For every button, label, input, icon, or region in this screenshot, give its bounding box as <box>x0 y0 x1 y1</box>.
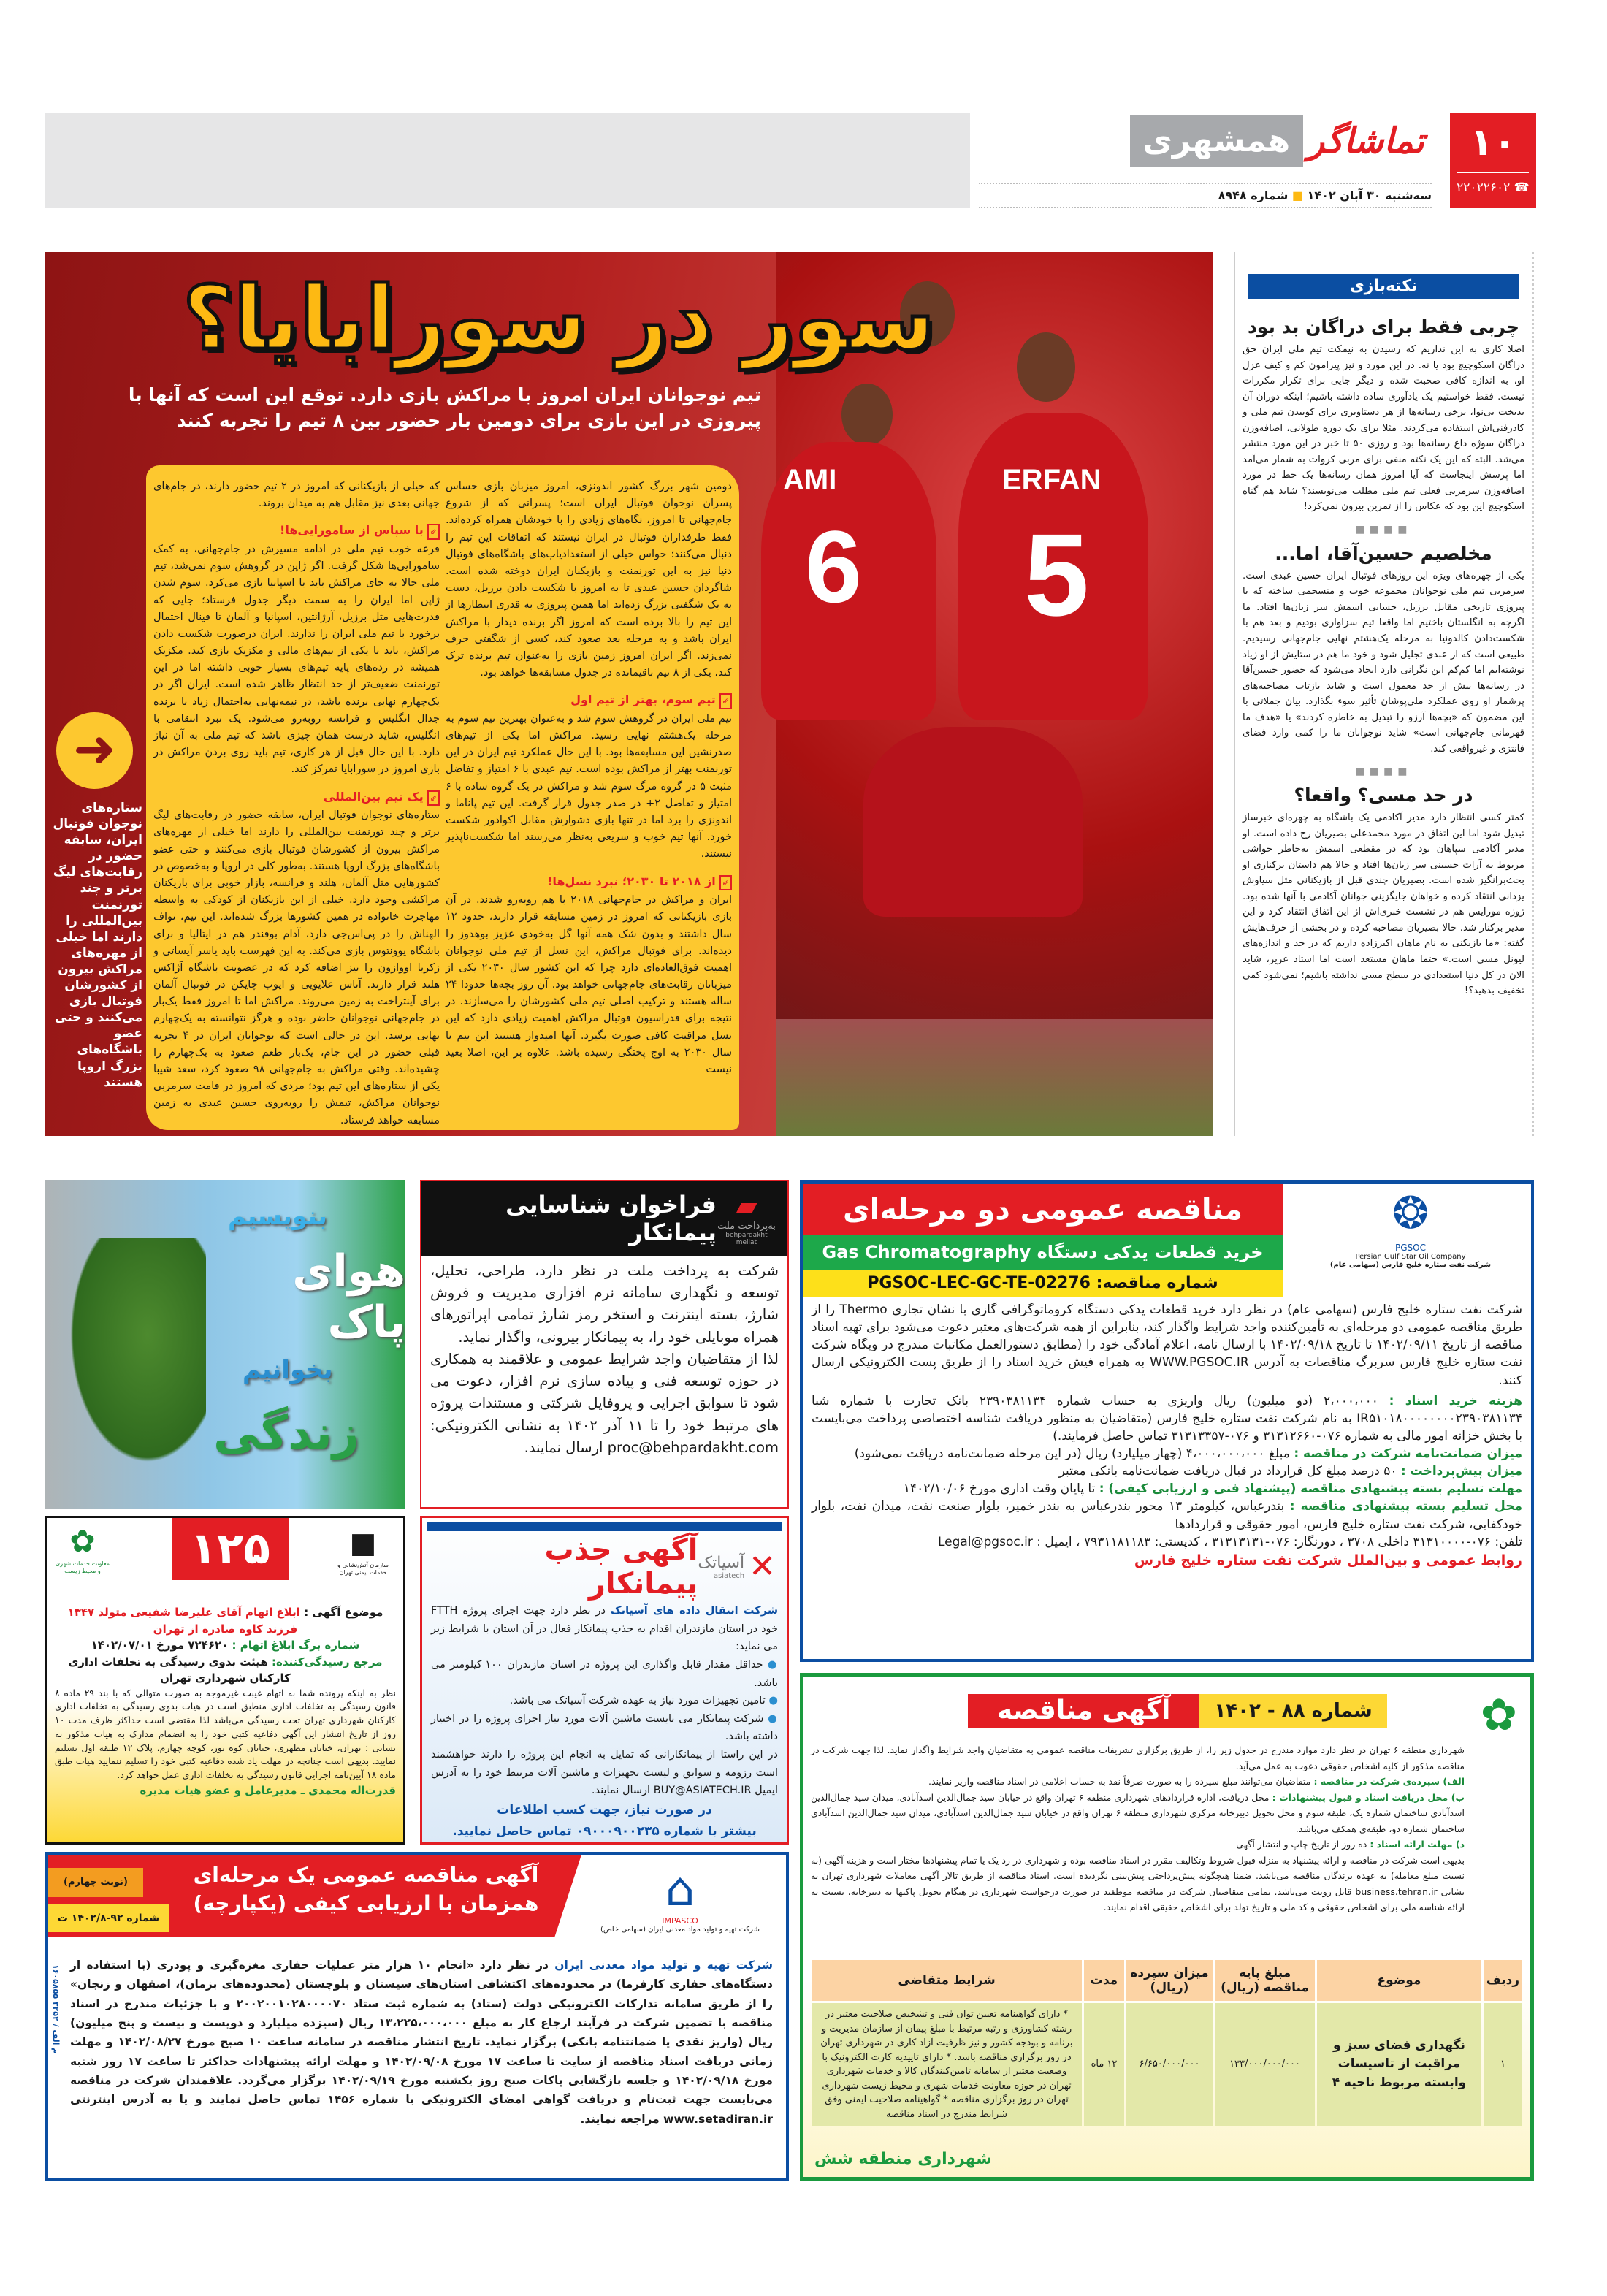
ad-paragraph: شهرداری منطقه ۶ تهران در نظر دارد موارد مندرج در جدول زیر را، از طریق برگزاری تشریفات مناقصه عمومی به متقاضیان واجد شرایط واگذار نماید. لذا جهت شرکت در مناقصه مذکور از کلیه اشخاص حقوقی دعوت به عمل می‌آید. <box>811 1744 1465 1771</box>
bullet-item: ● شرکت پیمانکار می بایست ماشین آلات مورد نیاز اجرای پروژه را در اختیار داشته باشد. <box>431 1712 778 1743</box>
tehran-municipality-logo <box>53 1522 112 1574</box>
asiatech-ad <box>420 1516 789 1845</box>
text: ده روز از تاریخ چاپ و انتشار آگهی <box>1236 1839 1367 1850</box>
logo-text: آسیاتک <box>698 1553 745 1572</box>
table-header: میزان سپرده (ریال) <box>1126 1960 1213 2001</box>
logo-text-en: asiatech <box>713 1571 745 1580</box>
ad-intro <box>431 1602 778 1656</box>
player-head <box>841 384 893 446</box>
logo-text-en: Persian Gulf Star Oil Company <box>1355 1253 1466 1261</box>
newspaper-logo <box>1008 115 1424 167</box>
bullet-item: ● تامین تجهیزات مورد نیاز به عهده شرکت آسیاتک می باشد. <box>509 1695 778 1707</box>
text: تا پایان وقت اداری مورخ ۱۴۰۲/۱۰/۰۶ <box>903 1481 1096 1497</box>
ad-footer: روابط عمومی و بین‌الملل شرکت نفت ستاره خلیج فارس <box>1134 1552 1522 1568</box>
notice-number <box>55 1637 396 1654</box>
logo-text: به‌پرداخت ملت <box>717 1220 776 1232</box>
text: ۵۰ درصد مبلغ کل قرارداد در قبال دریافت ضمانت‌نامه بانکی معتبر <box>1058 1464 1397 1479</box>
paragraph: ایران و مراکش در جام‌جهانی ۲۰۱۸ با هم روبه‌رو شدند. در آن بازی بازیکنانی که امروز در زمین مسابقه قرار دارند، حدود ۱۲ سال داشتند و بدون شک همه آنها گل به‌خودی عزیز بوهدوز را دیده‌اند. برای فوتبال مراکش، این نسل از تیم ملی نوجوانان اهمیت فوق‌العاده‌ای دارد چرا که این کشور سال ۲۰۳۰ یکی از میزبانان رقابت‌های جام‌جهانی خواهد بود. آن روز بچه‌ها حدودا ۲۴ ساله هستند و ترکیب اصلی تیم ملی کشورشان را می‌سازند. در نتیجه برای فدراسیون فوتبال مراکش اهمیت زیادی دارد که این نسل مراقبت کافی صورت بگیرد. آنها امیدوار هستند این تیم تا سال ۲۰۳۰ به اوج پختگی رسیده باشد. علاوه بر این، اصلا بعید نیست <box>446 894 732 1075</box>
player-shorts <box>863 727 1083 917</box>
player-head <box>1017 332 1075 402</box>
ad-item <box>811 1837 1465 1853</box>
ad-item <box>812 1462 1522 1480</box>
text: الف) سپرده‌ی شرکت در مناقصه : <box>1313 1776 1465 1787</box>
table-cell: ۱۲ ماه <box>1084 2003 1124 2126</box>
ad-body <box>811 1742 1465 1915</box>
pgsoc-logo-icon: ❂ <box>1392 1188 1429 1239</box>
phone-icon: ☎ <box>1510 180 1530 195</box>
text: د) مهلت ارائه اسناد : <box>1370 1839 1465 1850</box>
table-cell: ۶/۶۵۰/۰۰۰/۰۰۰ <box>1126 2003 1213 2126</box>
ad-code: م الف / ۳۲۵۲ ۱۶۰۵۸۵۵ <box>51 1964 61 2054</box>
asiatech-logo <box>698 1548 776 1585</box>
separator: ■■■■ <box>1355 523 1412 535</box>
logo-text-en: behpardakht mellat <box>725 1231 768 1246</box>
paragraph: تیم ملی ایران در گروهش سوم شد و به‌عنوان بهترین تیم سوم به مرحله یک‌هشتم نهایی رسید. مراکش اما یکی از تیم‌های صدرنشین این مسابقه‌ها بود. با این حال عملکرد تیم ایران در این تورنمنت بهتر از مراکش بوده است. تیم عبدی با ۶ امتیاز و تفاضل مثبت ۵ در گروه مرگ سوم شد و مراکش در یک گروه ساده با ۶ امتیاز و تفاضل ۲+ در صدر جدول قرار گرفت. این تیم پاناما و اندونزی را برد اما در تنها بازی دشوارش مقابل اکوادور شکست خورد. آنها تیم خوب و سریعی به‌نظر می‌رسند اما شکست‌ناپذیر نیستند. <box>446 712 732 861</box>
text: ابلاغ اتهام آقای علیرضا شفیعی متولد ۱۳۴۷ فرزند کاوه صادره از تهران <box>67 1606 300 1636</box>
shirt-number: 6 <box>805 509 862 624</box>
table-cell: نگهداری فضای سبز و مراقبت از تاسیسات وابسته مربوط ناحیه ۴ <box>1317 2003 1481 2126</box>
ad-item <box>812 1498 1522 1533</box>
table-row <box>812 2003 1522 2126</box>
slogan-word: بخوانیم <box>243 1355 333 1384</box>
ad-paragraph: در این راستا از پیمانکارانی که تمایل به انجام این پروژه را دارند خواهشمند است رزومه و سوابق و لیست تجهیزات و ماشین آلات مرتبط خود را به آدرس ایمیل BUY@ASIATECH.IR ارسال نمایند. <box>431 1749 778 1797</box>
ad-body <box>70 1956 773 2129</box>
ad-footer: در صورت نیاز، جهت کسب اطلاعات <box>497 1803 712 1818</box>
feature-headline: سور در سورابایا؟ <box>183 268 935 370</box>
table-cell: ۱۳۳/۰۰۰/۰۰۰/۰۰۰ <box>1215 2003 1315 2126</box>
ad-title: آگهی مناقصه <box>968 1694 1199 1728</box>
ad-item <box>812 1480 1522 1498</box>
ad-paragraph: بدیهی است شرکت در مناقصه و ارائه پیشنهاد به منزله قبول شروط وتکالیف مقرر در اسناد مناقصه بوده و شهرداری در رد یک یا تمام پیشنهادها مختار است و هزینه آگهی (به نسبت مبلغ معامله) به عهده برندگان مناقصه می‌باشد. ضمنا هیچگونه پیش‌پرداختی پیش‌بینی نگردیده است. اسناد مناقصه از طریق تالار آگهی معاملات شهرداری تهران به نشانی business.tehran.ir قابل رویت می‌باشد. تمامی متقاضیان شرکت در مناقصه موظفند در صورت درخواست شهرداری در هنگام تحویل پاکتها به دبیرخانه، نسبت به ارائه شناسه ملی برای اشخاص حقوقی و کد ملی و تاریخ تولد برای اشخاص حقیقی اقدام نمایند. <box>811 1854 1465 1912</box>
notice-body <box>55 1604 396 1799</box>
shirt-number: 5 <box>1024 509 1089 640</box>
shirt-name: ERFAN <box>1002 464 1102 496</box>
section-tag: نکته‌بازی <box>1248 274 1519 299</box>
table-cell: * دارای گواهینامه تعیین توان فنی و تشخیص صلاحیت معتبر در رشته کشاورزی و رتبه مرتبط با مبلغ پیمان از سازمان مدیریت و برنامه و بودجه کشور و نیز ظرفیت آزاد کاری در شهرداری تهران در روز برگزاری مناقصه باشد. * دارای تاییدیه کارت الکترونیک با وضعیت معتبر از سامانه تامین‌کنندگان کالا و خدمات شهرداری تهران در حوزه معاونت خدمات شهری و محیط زیست شهرداری تهران در روز برگزاری مناقصه * گواهینامه صلاحیت ایمنی وفق شرایط مندرج در اسناد مناقصه <box>812 2003 1082 2126</box>
ad-signature: قدرت‌اله محمدی ـ مدیرعامل و عضو هیات مدیره <box>140 1783 396 1797</box>
text: بندرعباس، کیلومتر ۱۳ محور بندرعباس به بندر خمیر، بلوار صنعت نفت، میدان نفت، بلوار خودکفایی، شرکت نفت ستاره خلیج فارس، امور حقوقی و قراردادها <box>812 1499 1522 1532</box>
text: مهلت تسلیم بسته پیشنهادی مناقصه (پیشنهاد فنی و ارزیابی کیفی) : <box>1099 1481 1522 1497</box>
fire-department-notice <box>45 1516 405 1845</box>
issue-number: شماره ۸۹۴۸ <box>1218 188 1289 202</box>
table-header: ردیف <box>1484 1960 1522 2001</box>
slogan-word: هوای پاک <box>292 1246 405 1348</box>
sidebar-column <box>1234 252 1534 1136</box>
ad-item <box>812 1445 1522 1462</box>
ad-paragraph <box>70 1956 773 2129</box>
shirt-name: AMI <box>783 464 837 496</box>
ad-title: فراخوان شناسایی پیمانکار <box>505 1191 717 1246</box>
feature-lead: تیم نوجوانان ایران امروز با مراکش بازی دارد. توقع این است که آنها با پیروزی در این بازی برای دومین بار حضور بین ۸ تیم را تجربه کنند <box>128 384 761 431</box>
slogan-word: بنویسیم <box>228 1202 327 1231</box>
ad-title: مناقصه عمومی دو مرحله‌ای <box>803 1184 1283 1235</box>
ad-item <box>811 1774 1465 1790</box>
notice-authority <box>55 1654 396 1687</box>
behpardakht-logo-icon: ▰ <box>736 1189 757 1222</box>
fire-dept-logo <box>334 1522 392 1576</box>
text: میزان ضمانت‌نامه شرکت در مناقصه : <box>1294 1446 1522 1461</box>
table-header: شرایط متقاضی <box>812 1960 1082 2001</box>
text: هیئت بدوی رسیدگی به تخلفات اداری کارکنان شهرداری تهران <box>68 1655 291 1685</box>
impasco-logo-icon: ⌂ <box>665 1863 695 1917</box>
tehran-district6-tender <box>800 1673 1534 2181</box>
text: هزینه خرید اسناد : <box>1389 1393 1523 1408</box>
subheading: ⇙ با سپاس از سامورایی‌ها! <box>153 521 440 540</box>
player-shirt <box>958 413 1148 720</box>
phone-number <box>1450 173 1536 202</box>
ad-item <box>811 1790 1465 1837</box>
ad-header <box>422 1533 787 1601</box>
phone-text: ۲۲۰۲۲۶۰۲ <box>1457 180 1511 195</box>
logo-main: همشهری <box>1130 115 1304 167</box>
sidebar-heading: در حد مسی؟ واقعا؟ <box>1294 785 1473 806</box>
tender-number: شماره مناقصه: PGSOC-LEC-GC-TE-02276 <box>803 1270 1283 1297</box>
tehran-municipality-logo-icon: ✿ <box>69 1523 96 1559</box>
text: شرکت پیمانکار می بایست ماشین آلات مورد نیاز اجرای پروژه را در اختیار داشته باشد. <box>431 1712 778 1743</box>
subheading: ⇙ یک تیم بین‌المللی <box>153 787 440 806</box>
ad-body <box>422 1598 787 1845</box>
subheading: ⇙ تیم سوم، بهتر از تیم اول <box>446 690 732 709</box>
dateline <box>979 183 1432 208</box>
ad-title-bar <box>968 1694 1387 1728</box>
fire-dept-logo-icon: ◼ <box>348 1522 378 1562</box>
article-column-left <box>153 478 440 1129</box>
tehran-municipality-logo-icon: ✿ <box>1480 1690 1517 1741</box>
ad-paragraph: شرکت به پرداخت ملت در نظر دارد، طراحی، تحلیل، توسعه و نگهداری سامانه نرم افزاری مدیریت و فروش شارژ، بسته اینترنت و استخر رمز شارژ تمامی اپراتورهای همراه موبایلی خود را، به پیمانکار بیرونی، واگذار نماید. <box>430 1262 779 1346</box>
ad-title-block <box>176 1861 556 1918</box>
slogan-word: زندگی <box>213 1406 359 1460</box>
impasco-tender-ad <box>45 1852 789 2181</box>
table-header: موضوع <box>1317 1960 1481 2001</box>
separator: ■■■■ <box>1355 766 1412 778</box>
emergency-number-badge: ۱۲۵ <box>172 1518 289 1580</box>
round-badge: (نوبت چهارم) <box>48 1868 143 1897</box>
ad-paragraph: نظر به اینکه پرونده شما به اتهام غیبت غیرموجه به صورت متوالی که با بند ۲۹ ماده ۸ قانون رسیدگی به تخلفات اداری منطبق است در هیات بدوی رسیدگی به تخلفات اداری کارکنان شهرداری تهران تحت رسیدگی می‌باشد لذا مقتضی است حداکثر ظرف مدت ۱۰ روز از تاریخ انتشار این آگهی دفاعیه کتبی خود را به انضمام مدارک به هیات مذکور به نشانی : تهران، خیابان مطهری، خیابان کوه نور، کوچه چهارم، پلاک ۱۲ طبقه اول تسلیم نمایید. بدیهی است چنانچه در مهلت یاد شده دفاعیه کتبی خود را تسلیم ننمایید هیات طبق ماده ۱۸ آیین‌نامه اجرایی قانون رسیدگی به تخلفات اداری عمل خواهد کرد. <box>55 1687 396 1780</box>
text: ۷۲۴۶۲۰ مورخ ۱۴۰۲/۰۷/۰۱ <box>91 1639 229 1652</box>
table-header-row <box>812 1960 1522 2001</box>
text: متقاضیان می‌توانند مبلغ سپرده را به صورت صرفاً نقد به حساب اعلامی در اسناد مناقصه واریز نمایند. <box>928 1776 1311 1787</box>
paragraph: دومین شهر بزرگ کشور اندونزی، امروز میزبان بازی حساس پسران نوجوان فوتبال ایران است؛ پسرانی که از شروع جام‌جهانی تا امروز، نگاه‌های زیادی را با خودشان همراه کرده‌اند. فقط طرفداران فوتبال در ایران نیستند که اتفاقات این تیم را دنبال می‌کنند؛ حواس خیلی از استعدادیاب‌های باشگاه‌های فوتبال دنیا نیز به این تورنمنت و بازیکنان ایران دوخته شده است. شاگردان حسین عبدی تا به امروز با شکست دادن برزیل، دست به یک شگفتی بزرگ زده‌اند اما همین پیروزی به قدری انتظارها از این تیم را بالا برده است که امروز اگر برنده دیدار با مراکش ایران باشد و به مرحله بعد صعود کند، کسی از شگفتی حرف نمی‌زند. اگر ایران امروز زمین بازی را به‌عنوان تیم برنده ترک کند، یکی از ۸ تیم باقیمانده در جدول مسابقه‌ها خواهد بود. <box>446 481 732 679</box>
text: در نظر دارد جهت اجرای پروژه FTTH خود در استان مازندران اقدام به جذب پیمانکار فعال در آن استان با شرایط زیر می نماید: <box>431 1605 778 1653</box>
behpardakht-ad <box>420 1180 789 1509</box>
ad-title: آگهی مناقصه عمومی یک مرحله‌ای <box>193 1863 539 1887</box>
sidebar-paragraph: یکی از چهره‌های ویژه این روزهای فوتبال ایران حسین عبدی است. سرمربی تیم ملی نوجوانان مجموعه خوب و منسجمی ساخته که با پیروزی تاریخی مقابل برزیل، حسابی اسمش سر زبان‌ها افتاد. ما اگرچه به انگلستان باختیم اما واقعا تیم سزاواری بودیم و بعد هم با شکست‌دادن کالدونیا به مرحله یک‌هشتم نهایی جام‌جهانی رسیدیم. طبیعی است که از عبدی تجلیل شود و خود ما هم در ستایش از او زیاد نوشته‌ایم اما کم‌کم این نگرانی دارد ایجاد می‌شود که حضور حسین‌آقا در رسانه‌ها بیش از حد معمول است و شاید بازتاب مصاحبه‌های پرشمار او روی عملکرد ملی‌پوشان تأثیر سوء بگذارد. بیان جملاتی با این مضمون که «بچه‌ها آرزو را تبدیل به خاطره کردند» یا «هدف ما قهرمانی جام‌جهانی است» شاید نوجوانان ما را کمی وارد فضای فانتزی و غیرواقعی کند. <box>1243 570 1524 755</box>
ad-signature: شهرداری منطقه شش <box>814 2150 992 2168</box>
text: ۲،۰۰۰،۰۰۰ (دو میلیون) ریال واریزی به حساب شماره ۲۳۹۰۳۸۱۱۳۴ بانک تجارت با شماره شبا IR۵۱۰۱۸۰۰۰۰۰۰۰۰۲۳۹۰۳۸۱۱۳۴ به نام شرکت نفت ستاره خلیج فارس (متقاضیان به منظور دریافت شناسه اختصاصی پرداخت می‌بایست با بخش خزانه امور مالی به شماره ۰۷۶-۳۱۳۱۲۶۶۰ و ۰۷۶-۳۱۳۱۳۳۵۷ تماس حاصل فرمایند.) <box>812 1393 1522 1443</box>
logo-text: IMPASCO <box>662 1916 698 1926</box>
table-cell: ۱ <box>1484 2003 1522 2126</box>
asiatech-logo-icon: ✕ <box>749 1548 776 1585</box>
logo-sub: تماشاگر <box>1308 121 1424 161</box>
text: تامین تجهیزات مورد نیاز به عهده شرکت آسیاتک می باشد. <box>509 1695 766 1707</box>
top-bar <box>427 1522 782 1531</box>
paragraph: قرعه خوب تیم ملی در ادامه مسیرش در جام‌جهانی، به کمک سامورایی‌ها شکل گرفت. اگر ژاپن در گروهش سوم نمی‌شد، تیم ملی حالا به جای مراکش باید با اسپانیا بازی می‌کرد. سوم شدن ژاپن اما ایران را به سمت دیگر جدول فرستاد؛ جایی که قدرت‌هایی مثل برزیل، آرژانتین، اسپانیا و آلمان تا فینال احتمال برخورد با تیم ملی ایران را ندارند. ایران درصورت شکست دادن مراکش، باید با یکی از تیم‌های مالی و مکزیک بازی کند. مکزیک همیشه در رده‌های پایه تیم‌های بسیار خوبی داشته اما در این تورنمنت ضعیف‌تر از حد انتظار ظاهر شده است. ایران اگر در یک‌چهارم نهایی برنده باشد، در نیمه‌نهایی به‌احتمال زیاد با برنده جدال انگلیس و فرانسه روبه‌رو می‌شود. یک نبرد انتقامی با انگلیس، شاید درست همان چیزی باشد که تیم ملی به آن نیاز دارد. با این حال قبل از هر کاری، تیم باید روی بردن مراکش در بازی امروز در سورابایا تمرکز کند. <box>153 543 440 776</box>
logo-text: PGSOC <box>1395 1243 1426 1253</box>
player-shirt <box>761 442 936 720</box>
paragraph: ستاره‌های نوجوان فوتبال ایران، سابقه حضور در رقابت‌های لیگ برتر و چند تورنمنت بین‌المللی را دارند اما خیلی از مهره‌های مراکش بیرون از کشورشان فوتبال بازی می‌کنند و حتی عضو باشگاه‌های بزرگ اروپا هستند. به‌طور کلی در اروپا و به‌خصوص در کشورهایی مثل آلمان، هلند و فرانسه، بازار خوبی برای بازیکنان مراکشی وجود دارد. خیلی از این بازیکنان از کودکی به واسطه مهاجرت خانواده در همین کشورها بزرگ شده‌اند. این تیم، نواف الهناش را در پی‌اس‌جی دارد، آدام بوفندر هم در ایتالیا و برای باشگاه یوونتوس بازی می‌کند. به این فهرست باید یاسر آیساتی و زکریا اووازون را نیز اضافه کرد که در عضویت باشگاه آژاکس هلند قرار دارند. آناس علایویی و ایوب چایکن در فوتبال آلمان برای آینتراخت به زمین می‌روند. مراکش اما تا امروز فقط یک‌بار در جام‌جهانی نوجوانان حاضر بوده و هرگز نتوانسته به یک‌چهارم نهایی برسد. این در حالی است که نوجوانان ایران در ۴ تجربه قبلی حضور در این جام، یک‌بار طعم صعود به یک‌چهارم را چشیده‌اند. وقتی مراکش به جام‌جهانی ۹۸ صعود کرد، سعد شیبا یکی از ستاره‌های این تیم بود؛ مردی که امروز در قامت سرمربی نوجوانان مراکش، تیمش را روبه‌روی حسین عبدی به زمین مسابقه خواهد فرستاد. <box>153 809 440 1126</box>
logo-text: معاونت خدمات شهری و محیط زیست <box>55 1560 110 1574</box>
logo-text: سازمان آتش‌نشانی و خدمات ایمنی تهران <box>337 1562 389 1576</box>
ad-paragraph: شرکت نفت ستاره خلیج فارس (سهامی عام) در نظر دارد خرید قطعات یدکی دستگاه کروماتوگرافی گازی با نشان تجاری Thermo را از طریق مناقصه عمومی دو مرحله‌ای به تأمین‌کننده واجد شرایط واگذار کند، بنابراین از همه شرکت‌های معتبر دعوت می‌شود برای تهیه اسناد مناقصه از تاریخ ۱۴۰۲/۰۹/۱۱ تا تاریخ ۱۴۰۲/۰۹/۱۸ با ارسال نامه، اعلام آمادگی خود را (مطابق دستورالعمل مکاتبات مندرج در وبگاه شرکت نفت ستاره خلیج فارس سربرگ مناقصات به آدرس WWW.PGSOC.IR به همراه فیش خرید اسناد را از طریق پست الکترونیکی ارسال کنند. <box>812 1303 1523 1388</box>
tender-table <box>809 1958 1524 2128</box>
text: حداقل مقدار قابل واگذاری این پروژه در استان مازندران ۱۰۰ کیلومتر می باشد. <box>431 1658 778 1689</box>
tree-head-illustration <box>60 1238 206 1479</box>
ad-subtitle: خرید قطعات یدکی دستگاه Gas Chromatography <box>803 1235 1283 1270</box>
text: محل تسلیم بسته پیشنهادی مناقصه : <box>1289 1499 1522 1514</box>
ad-footer: بیشتر با شماره ۰۹۰۰۰۹۰۰۲۳۵ تماس حاصل نمایید. <box>452 1823 757 1839</box>
text: شرکت تهیه و تولید مواد معدنی ایران <box>554 1959 774 1972</box>
clean-air-ad <box>45 1180 405 1509</box>
page-number-box <box>1450 113 1536 208</box>
pitch <box>776 1019 1213 1136</box>
pgsoc-logo <box>1290 1184 1531 1297</box>
text: در نظر دارد «انجام ۱۰ هزار متر عملیات حفاری مغزه‌گیری و پودری (با استفاده از دستگاه‌های حفاری کارفرما) در محدوده‌های اکتشافی استان‌های سیستان و بلوچستان (محدوده‌های بزمان)، اصفهان و زنجان» را از طریق سامانه تدارکات الکترونیکی دولت (ستاد) به شماره ثبت ستاد ۲۰۰۲۰۰۱۰۲۸۰۰۰۰۷۰ و با جزئیات مندرج در اسناد مناقصه با تضمین شرکت در فرآیند ارجاع کار به مبلغ ۱۳،۲۲۵،۰۰۰،۰۰۰ ریال (سیزده میلیارد و دویست و بیست و پنج میلیون) ریال (واریز نقدی یا ضمانتنامه بانکی) برگزار نماید. تاریخ انتشار مناقصه در سامانه ساعت ۱۰ صبح مورخ ۱۴۰۲/۰۸/۲۷ و مهلت زمانی دریافت اسناد مناقصه از سایت تا ساعت ۱۷ مورخ ۱۴۰۲/۰۹/۰۸ و مهلت ارائه پیشنهادات حداکثر تا ساعت ۱۷ روز شنبه مورخ ۱۴۰۲/۰۹/۱۸ و جلسه بازگشایی پاکات صبح روز یکشنبه مورخ ۱۴۰۲/۰۹/۱۹ برگزار می‌گردد. علاقمندان شرکت در مناقصه می‌بایست جهت ثبت‌نام و دریافت گواهی امضای الکترونیکی با شماره ۱۴۵۶ تماس حاصل نمایند و یا به آدرس اینترنتی www.setadiran.ir مراجعه نمایند. <box>70 1959 774 2126</box>
tender-number: شماره ۸۸ - ۱۴۰۲ <box>1199 1694 1386 1728</box>
sidebar-heading: چربی فقط برای دراگان بد بود <box>1247 316 1520 337</box>
ad-header <box>421 1181 787 1256</box>
behpardakht-logo <box>717 1191 776 1246</box>
article-column-right <box>446 478 732 1078</box>
paragraph: که خیلی از بازیکنانی که امروز در ۲ تیم حضور دارند، در جام‌های جهانی بعدی نیز مقابل هم به میدان بروند. <box>153 481 440 510</box>
notice-subject <box>55 1604 396 1637</box>
logo-text-fa: شرکت تهیه و تولید مواد معدنی ایران (سهامی خاص) <box>600 1926 760 1934</box>
page-number: ۱۰ <box>1457 113 1529 173</box>
text: شرکت انتقال داده های آسیاتک <box>610 1605 778 1617</box>
text: ب) محل دریافت اسناد و قبول پیشنهادات : <box>1272 1791 1465 1803</box>
text: شماره برگ ابلاغ اتهام : <box>232 1639 360 1652</box>
text: موضوع آگهی : <box>304 1606 383 1619</box>
side-quote: ستاره‌های نوجوان فوتبال ایران، سابقه حضور در رقابت‌های لیگ برتر و چند تورنمنت بین‌المللی را دارند اما خیلی از مهره‌های مراکش بیرون از کشورشان فوتبال بازی می‌کنند و حتی عضو باشگاه‌های بزرگ اروپا هستند <box>53 801 142 1090</box>
team-celebration-photo <box>776 252 1213 1136</box>
text: مرجع رسیدگی‌کننده: <box>272 1655 383 1668</box>
logo-text-fa: شرکت نفت ستاره خلیج فارس (سهامی عام) <box>1329 1261 1492 1269</box>
sidebar-paragraph: اصلا کاری به این نداریم که رسیدن به نیمکت تیم ملی ایران حق دراگان اسکوچیچ بود یا نه. در این مورد و نیز پیرامون کم و کیف عزل او، به اندازه کافی صحبت شده و دیگر جایی برای تکرار مکررات نیست. فقط خواستیم یک یادآوری ساده داشته باشیم؛ اینکه دوران آن بدبخت بی‌نوا، برخی رسانه‌ها از هر دستاویزی برای کوبیدن تیم ملی و کادرفنی‌اش استفاده می‌کردند. مثلا برای یک دوره طولانی، اضافه‌وزن دراگان سوژه داغ رسانه‌ها بود و روزی ۵۰ تا خبر در این مورد منتشر می‌شد. البته که این یک نکته منفی برای مربی کروات به شمار می‌آمد اما پرسش اینجاست که آیا امروز همان رسانه‌ها یک خط در مورد اضافه‌وزن سرمربی فعلی تیم ملی مطلب می‌نویسند؟ شاید هم گناه اسکوچیچ این بود که عکاس را از تمرین بیرون نمی‌کرد! <box>1243 344 1524 513</box>
top-ad-placeholder <box>45 113 970 208</box>
ad-title: آگهی جذب پیمانکار <box>544 1533 698 1601</box>
impasco-logo <box>596 1864 764 1934</box>
pgsoc-tender-ad <box>800 1180 1534 1662</box>
text: محل دریافت، اداره قراردادهای شهرداری منطقه ۶ تهران واقع در خیابان سید جمال‌الدین اسدآبادی، میدان سید جمال‌الدین اسدآبادی ساختمان شماره یک، طبقه سوم و محل تحویل دبیرخانه مرکزی شهرداری منطقه ۶ تهران واقع در خیابان سید جمال‌الدین اسدآبادی، میدان سید جمال‌الدین اسدآبادی ساختمان شماره دو، طبقه‌ی همکف می‌باشد. <box>811 1791 1465 1834</box>
arrow-right-icon: ➜ <box>56 712 133 789</box>
tender-number: شماره ۹۲-۱۴۰۲/۸ ت <box>48 1904 169 1932</box>
ad-item <box>812 1392 1522 1445</box>
text: میزان پیش‌پرداخت : <box>1400 1464 1522 1479</box>
ad-subtitle: همزمان با ارزیابی کیفی (یکپارچه) <box>193 1891 539 1916</box>
text: مبلغ ۴،۰۰۰،۰۰۰،۰۰۰ (چهار میلیارد) ریال (در این مرحله ضمانت‌نامه دریافت نمی‌شود) <box>854 1446 1290 1461</box>
sidebar-paragraph: کمتر کسی انتظار دارد مدیر آکادمی یک باشگاه به چهره‌ای خبرساز تبدیل شود اما این اتفاق در مورد محمدعلی بصیریان رخ داده است. او مدیر آکادمی سپاهان بود که در مقطعی اسمش به‌خاطر حواشی مربوط به آرات حسینی سر زبان‌ها افتاد و حالا هم داستان برکناری او بحث‌برانگیز شده است. بصیریان چندی قبل از بازیکنانی مثل سیاوش یزدانی انتقاد کرده و خواهان جایگزینی جوانان آکادمی با آنها شده بود. ژوزه مورایس هم در نشست خبری‌اش از این اتفاق انتقاد کرد و این مدیر برکنار شد. حالا بصیریان مصاحبه کرده و در بخشی از حرف‌هایش گفته: «ما بازیکنی به نام ماهان اکبرزاده داریم که در حد و اندازه‌های لیونل مسی است.» حتما ماهان مستعد است اما استاد عزیز، شاید الان در کل دنیا استعدادی در سطح مسی نداشته باشیم؛ نمی‌شود کمی تخفیف بدهید؟! <box>1243 812 1524 997</box>
feature-article <box>45 252 1213 1136</box>
sidebar-heading: مخلصیم حسین‌آقا، اما... <box>1275 542 1492 564</box>
subheading: ⇙ از ۲۰۱۸ تا ۲۰۳۰؛ نبرد نسل‌ها! <box>446 872 732 891</box>
table-header: مبلغ پایه مناقصه (ریال) <box>1215 1960 1315 2001</box>
bullet-item: ● حداقل مقدار قابل واگذاری این پروژه در استان مازندران ۱۰۰ کیلومتر می باشد. <box>431 1658 778 1689</box>
issue-date: سه‌شنبه ۳۰ آبان ۱۴۰۲ <box>1307 188 1432 202</box>
article-body-box <box>146 465 739 1130</box>
contact-line: تلفن: ۰۷۶-۳۱۳۱۰۰۰۰ داخلی ۳۷۰۸ ، دورنگار: ۰۷۶-۳۱۳۱۳۱۳۱ ، کدپستی: ۷۹۳۱۱۸۱۱۸۳ ، ایمیل : Legal@pgsoc.ir <box>937 1534 1522 1549</box>
ad-paragraph: لذا از متقاضیان واجد شرایط عمومی و علاقمند به همکاری در حوزه توسعه فنی و پیاده سازی نرم افزار، دعوت می شود تا سوابق اجرایی و پروفایل شرکتی و مستندات پروژه های مرتبط خود را تا ۱۱ آذر ۱۴۰۲ به نشانی الکترونیکی: proc@behpardakht.com ارسال نمایند. <box>430 1350 779 1456</box>
separator: ■ <box>1288 188 1304 202</box>
table-header: مدت <box>1084 1960 1124 2001</box>
